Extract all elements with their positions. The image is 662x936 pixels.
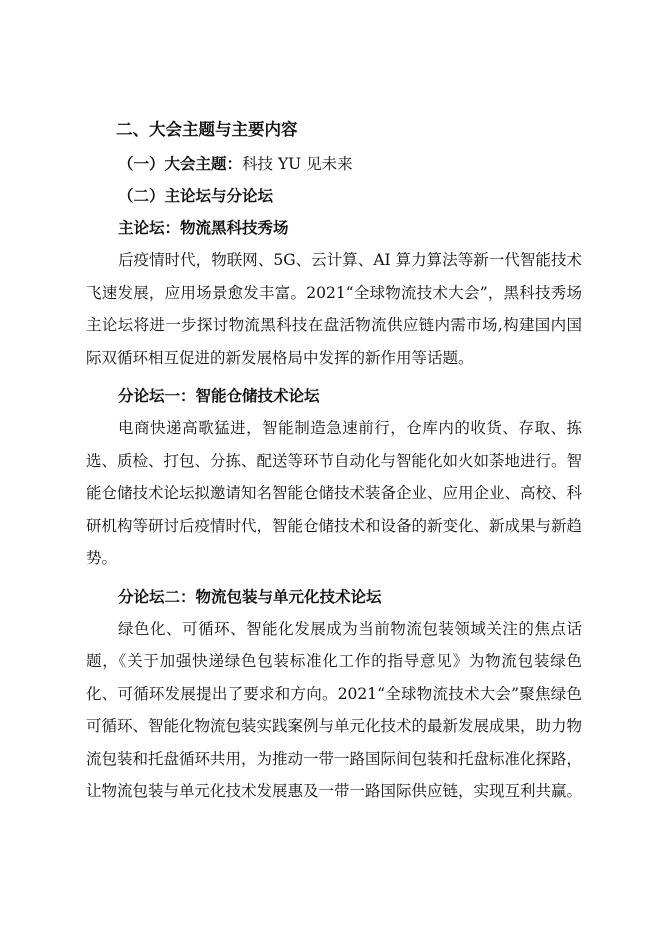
sub-forum-1-heading: 分论坛一：智能仓储技术论坛: [118, 387, 320, 405]
section-title: 二、大会主题与主要内容: [116, 120, 298, 139]
main-forum-paragraph: 后疫情时代，物联网、5G、云计算、AI 算力算法等新一代智能技术飞速发展，应用场景愈发丰富。2021“全球物流技术大会”，黑科技秀场主论坛将进一步探讨物流黑科技在盘活物流供应链内需市场,构建国内国际双循环相互促进的新发展格局中发挥的新作用等话题。: [86, 251, 582, 367]
sub-forum-2-paragraph: 绿色化、可循环、智能化发展成为当前物流包装领域关注的焦点话题，《关于加强快递绿色包装标准化工作的指导意见》为物流包装绿色化、可循环发展提出了要求和方向。2021“全球物流技术大会”聚焦绿色可循环、智能化物流包装实践案例与单元化技术的最新发展成果，助力物流包装和托盘循环共用，为推动一带一路国际间包装和托盘标准化探路，让物流包装与单元化技术发展惠及一带一路国际供应链，实现互利共赢。: [86, 619, 583, 800]
forums-heading: （二）主论坛与分论坛: [118, 187, 274, 205]
document-content: [86, 116, 582, 808]
theme-line: [86, 148, 582, 180]
theme-label: （一）大会主题：: [118, 155, 243, 173]
theme-value: 科技 YU 见未来: [242, 155, 353, 173]
sub-forum-1-paragraph: 电商快递高歌猛进，智能制造急速前行，仓库内的收货、存取、拣选、质检、打包、分拣、配送等环节自动化与智能化如火如荼地进行。智能仓储技术论坛拟邀请知名智能仓储技术装备企业、应用企业、高校、科研机构等研讨后疫情时代，智能仓储技术和设备的新变化、新成果与新趋势。: [86, 419, 583, 567]
sub-forum-2-heading: 分论坛二：物流包装与单元化技术论坛: [118, 587, 382, 606]
main-forum-heading: 主论坛：物流黑科技秀场: [118, 219, 289, 237]
